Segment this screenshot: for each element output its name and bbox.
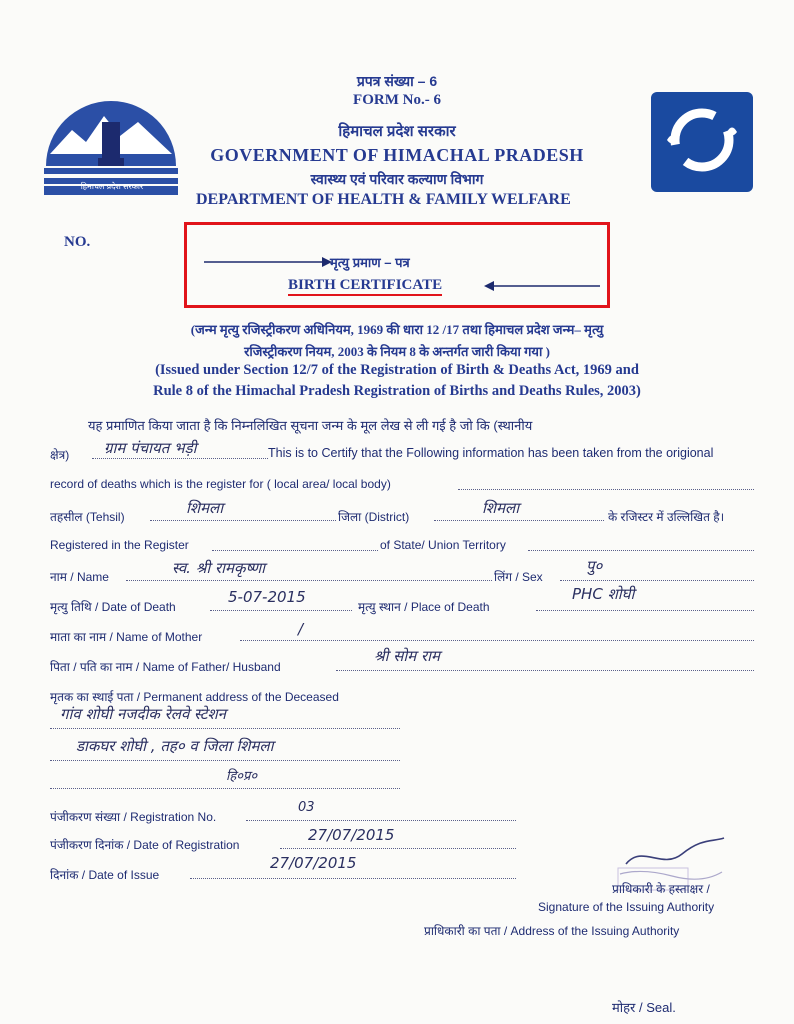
place-of-death-label: मृत्यु स्थान / Place of Death <box>358 600 490 614</box>
state-dots <box>528 550 754 551</box>
tehsil-value: शिमला <box>186 499 224 517</box>
mother-dots <box>240 640 754 641</box>
place-of-death-value: PHC शोघी <box>572 585 635 603</box>
preamble-english-2: Rule 8 of the Himachal Pradesh Registration of Births and Deaths Rules, 2003) <box>153 383 641 399</box>
issue-date-value: 27/07/2015 <box>270 854 357 872</box>
dept-name: DEPARTMENT OF HEALTH & FAMILY WELFARE <box>196 191 571 208</box>
dept-name-hindi: स्वास्थ्य एवं परिवार कल्याण विभाग <box>310 171 484 187</box>
emblem-caption: हिमाचल प्रदेश सरकार <box>80 182 144 191</box>
state-label: of State/ Union Territory <box>380 538 506 552</box>
tehsil-dots <box>150 520 336 521</box>
address-dots-2 <box>50 760 400 761</box>
certify-english: This is to Certify that the Following information has been taken from the origional <box>268 446 714 460</box>
register-hindi: के रजिस्टर में उल्लिखित है। <box>608 510 725 524</box>
address-dots-1 <box>50 728 400 729</box>
record-dots <box>458 489 754 490</box>
registered-label: Registered in the Register <box>50 538 189 552</box>
address-dots-3 <box>50 788 400 789</box>
regno-dots <box>246 820 516 821</box>
registration-no-label: पंजीकरण संख्या / Registration No. <box>50 810 217 824</box>
preamble-english-1: (Issued under Section 12/7 of the Registration of Birth & Deaths Act, 1969 and <box>155 362 639 378</box>
record-text: record of deaths which is the register for ( local area/ local body) <box>50 477 391 491</box>
issue-date-label: दिनांक / Date of Issue <box>50 868 160 882</box>
authority-address-label: प्राधिकारी का पता / Address of the Issuing Authority <box>424 924 680 938</box>
issue-dots <box>190 878 516 879</box>
dod-dots <box>210 610 352 611</box>
mother-label: माता का नाम / Name of Mother <box>50 630 203 644</box>
district-dots <box>434 520 604 521</box>
govt-name-hindi: हिमाचल प्रदेश सरकार <box>338 123 456 140</box>
registration-date-value: 27/07/2015 <box>308 826 395 844</box>
district-label: जिला (District) <box>338 510 410 524</box>
address-label: मृतक का स्थाई पता / Permanent address of the Deceased <box>50 690 339 704</box>
preamble-hindi-2: रजिस्ट्रीकरण नियम, 2003 के नियम 8 के अन्तर्गत जारी किया गया ) <box>244 344 550 359</box>
preamble-hindi-1: (जन्म मृत्यु रजिस्ट्रीकरण अधिनियम, 1969 की धारा 12 /17 तथा हिमाचल प्रदेश जन्म– मृत्यु <box>190 322 604 337</box>
govt-name: GOVERNMENT OF HIMACHAL PRADESH <box>210 145 584 165</box>
form-number: FORM No.- 6 <box>353 92 441 108</box>
sex-label: लिंग / Sex <box>494 570 543 584</box>
regdate-dots <box>280 848 516 849</box>
village-value: ग्राम पंचायत भड़ी <box>104 439 197 457</box>
sex-dots <box>560 580 754 581</box>
date-of-death-label: मृत्यु तिथि / Date of Death <box>50 600 176 614</box>
sex-value: पु० <box>586 557 603 575</box>
mother-value: / <box>298 620 304 638</box>
certify-hindi: यह प्रमाणित किया जाता है कि निम्नलिखित सूचना जन्म के मूल लेख से ली गई है जो कि (स्थानीय <box>88 418 533 433</box>
address-line-3: हि०प्र० <box>226 769 258 784</box>
kshetra-dots <box>92 458 268 459</box>
certificate-title: BIRTH CERTIFICATE <box>288 277 442 296</box>
father-label: पिता / पति का नाम / Name of Father/ Husband <box>50 660 281 674</box>
address-line-2: डाकघर शोघी , तह० व जिला शिमला <box>76 737 274 755</box>
kshetra-label: क्षेत्र) <box>50 448 70 462</box>
address-line-1: गांव शोघी नजदीक रेलवे स्टेशन <box>60 705 226 723</box>
signature-hindi: प्राधिकारी के हस्ताक्षर / <box>612 882 710 896</box>
tehsil-label: तहसील (Tehsil) <box>50 510 125 524</box>
seal-label: मोहर / Seal. <box>612 1000 676 1015</box>
name-label: नाम / Name <box>50 570 109 584</box>
registered-dots <box>212 550 378 551</box>
deceased-name-value: स्व. श्री रामकृष्णा <box>172 559 266 577</box>
date-of-death-value: 5-07-2015 <box>228 588 306 606</box>
pod-dots <box>536 610 754 611</box>
signature-label: Signature of the Issuing Authority <box>538 900 715 914</box>
certificate-no-label: NO. <box>64 234 91 250</box>
district-value: शिमला <box>482 499 520 517</box>
registration-no-value: 03 <box>298 800 315 815</box>
name-dots <box>126 580 492 581</box>
father-dots <box>336 670 754 671</box>
form-number-hindi: प्रपत्र संख्या – 6 <box>356 73 438 89</box>
father-value: श्री सोम राम <box>374 647 441 665</box>
title-hindi: मृत्यु प्रमाण – पत्र <box>330 255 410 270</box>
registration-date-label: पंजीकरण दिनांक / Date of Registration <box>50 838 240 852</box>
